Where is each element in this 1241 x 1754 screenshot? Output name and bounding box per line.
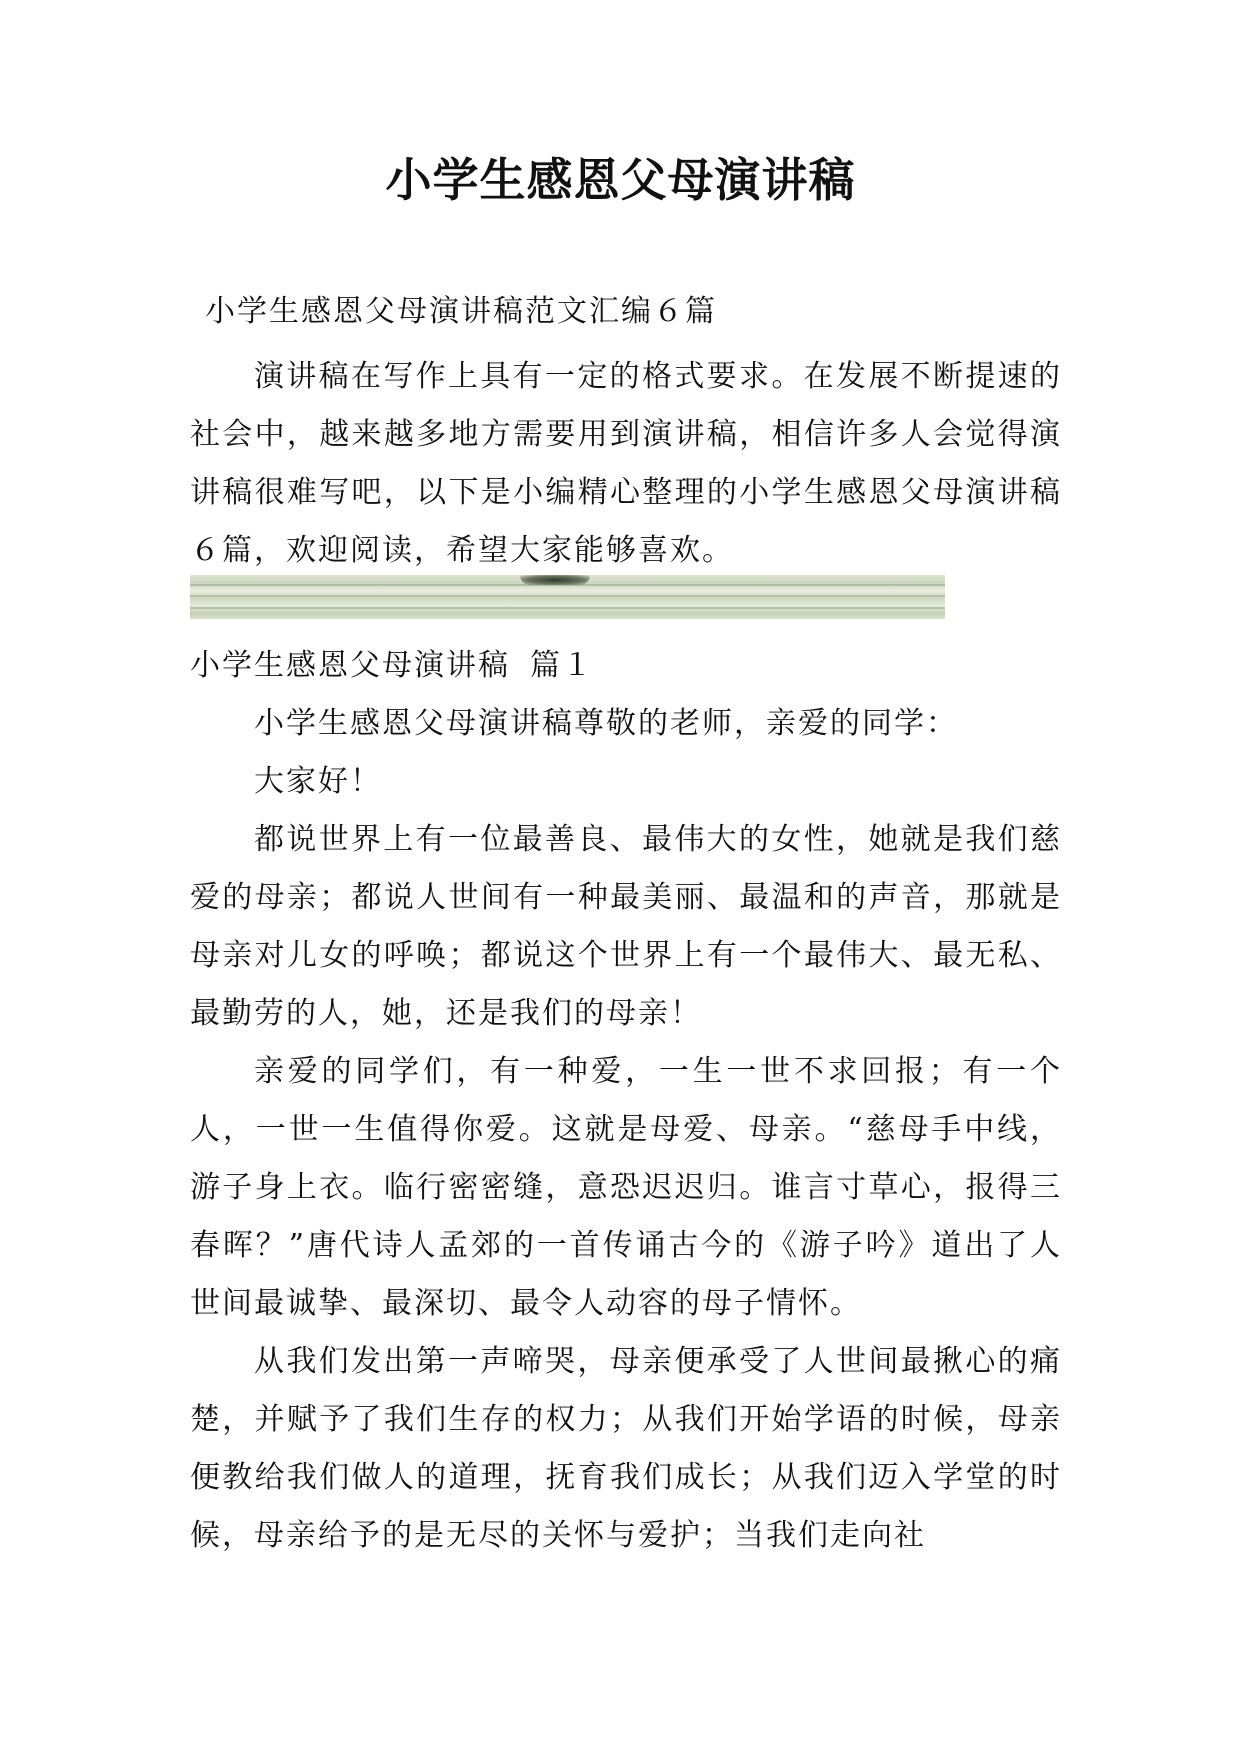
paragraph-body-3: 从我们发出第一声啼哭，母亲便承受了人世间最揪心的痛楚，并赋予了我们生存的权力；从我们开始学语的时候，母亲便教给我们做人的道理，抚育我们成长；从我们迈入学堂的时候，母亲给予的是无尽的关怀与爱护；当我们走向社 bbox=[190, 1344, 1062, 1553]
section-heading bbox=[190, 646, 594, 686]
section-heading-number: 篇１ bbox=[530, 648, 594, 683]
intro-paragraph: 演讲稿在写作上具有一定的格式要求。在发展不断提速的社会中，越来越多地方需要用到演讲稿，相信许多人会觉得演讲稿很难写吧，以下是小编精心整理的小学生感恩父母演讲稿６篇，欢迎阅读，希望大家能够喜欢。 bbox=[190, 359, 1062, 568]
paragraph-body-1: 都说世界上有一位最善良、最伟大的女性，她就是我们慈爱的母亲；都说人世间有一种最美丽、最温和的声音，那就是母亲对儿女的呼唤；都说这个世界上有一个最伟大、最无私、最勤劳的人，她，还是我们的母亲！ bbox=[190, 822, 1062, 1031]
page-title: 小学生感恩父母演讲稿 bbox=[385, 153, 856, 207]
paragraph-salutation: 小学生感恩父母演讲稿尊敬的老师，亲爱的同学： bbox=[254, 706, 958, 741]
section-heading-title: 小学生感恩父母演讲稿 bbox=[190, 648, 510, 683]
document-subtitle: 小学生感恩父母演讲稿范文汇编６篇 bbox=[205, 294, 717, 329]
paragraph-body-2: 亲爱的同学们，有一种爱，一生一世不求回报；有一个人，一世一生值得你爱。这就是母爱、母亲。“慈母手中线，游子身上衣。临行密密缝，意恐迟迟归。谁言寸草心，报得三春晖？”唐代诗人孟郊的一首传诵古今的《游子吟》道出了人世间最诚挚、最深切、最令人动容的母子情怀。 bbox=[190, 1054, 1062, 1321]
decorative-banner-image bbox=[190, 575, 945, 619]
paragraph-greeting: 大家好！ bbox=[254, 764, 382, 799]
